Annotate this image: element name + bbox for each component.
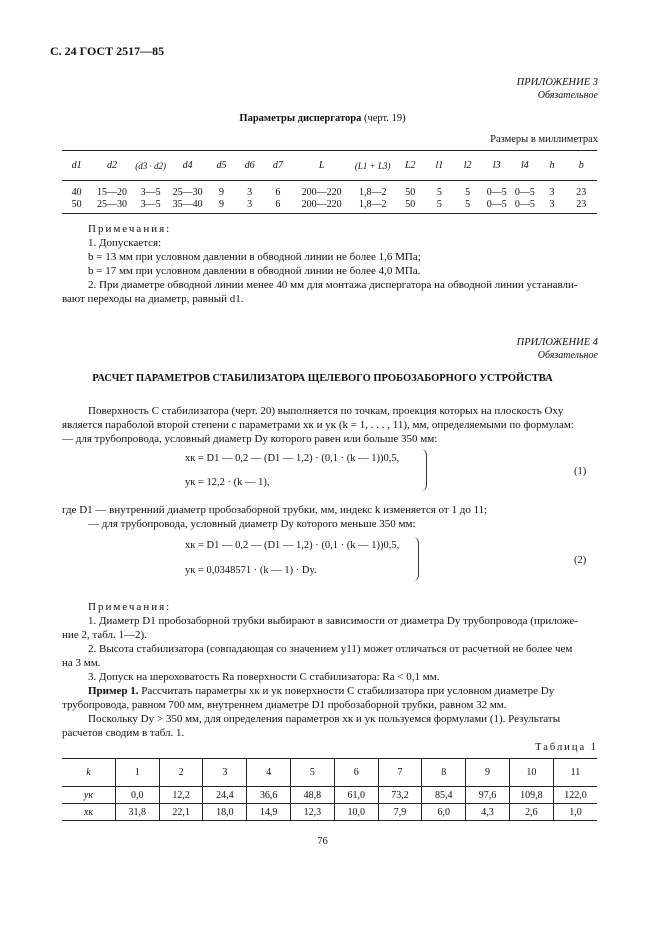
- table-cell: 1,0: [553, 804, 597, 821]
- col-header: l3: [492, 160, 501, 171]
- table-cell: 1,8—2: [358, 198, 387, 210]
- table-cell: 5: [436, 186, 442, 198]
- page-header: С. 24 ГОСТ 2517—85: [50, 44, 165, 58]
- table-bottom-rule: [62, 213, 597, 214]
- table-cell: 5: [436, 198, 442, 210]
- example-line2: трубопровода, равном 700 мм, внутреннем диаметре D1 пробозаборной трубки, равном 32 мм.: [62, 699, 507, 711]
- table-cell: 122,0: [553, 787, 597, 804]
- note-1-line1: 1. Диаметр D1 пробозаборной трубки выбирают в зависимости от диаметра Dy трубопровода (приложе-: [88, 615, 578, 627]
- table-cell: 24,4: [203, 787, 247, 804]
- table-row: [62, 186, 597, 198]
- table-cell: 40: [71, 186, 82, 198]
- table-cell: 3—5: [140, 198, 161, 210]
- table-cell: 14,9: [247, 804, 291, 821]
- since-line2: расчетов сводим в табл. 1.: [62, 727, 185, 739]
- col-header: (L1 + L3): [354, 160, 391, 171]
- row-label: yк: [83, 789, 93, 801]
- table-cell: 1: [115, 759, 159, 787]
- table1-x-row: [62, 804, 597, 821]
- note-1a: b = 13 мм при условном давлении в обводной линии не более 1,6 МПа;: [88, 251, 421, 263]
- col-header: d6: [244, 160, 255, 171]
- para1-line1: Поверхность C стабилизатора (черт. 20) выполняется по точкам, проекция которых на плоскость Oxy: [88, 405, 564, 417]
- table-cell: 3: [203, 759, 247, 787]
- col-header: (d3 · d2): [135, 160, 166, 171]
- formula2-number: (2): [574, 555, 587, 566]
- units-note: Размеры в миллиметрах: [490, 134, 598, 145]
- example-line1: [88, 684, 554, 698]
- table-caption-title: Параметры диспергатора: [239, 113, 362, 124]
- table-cell: 6,0: [422, 804, 466, 821]
- table-cell: 12,2: [159, 787, 203, 804]
- note-1-line2: ние 2, табл. 1—2).: [62, 629, 147, 641]
- table-cell: 6: [334, 759, 378, 787]
- table-cell: 50: [71, 198, 82, 210]
- table-cell: 2: [159, 759, 203, 787]
- table-cell: 11: [553, 759, 597, 787]
- table-cell: 3—5: [140, 186, 161, 198]
- notes-heading: Примечания:: [88, 223, 172, 235]
- table-caption: [0, 113, 645, 124]
- table-cell: 0—5: [486, 186, 507, 198]
- table-cell: 22,1: [159, 804, 203, 821]
- col-header: L: [318, 160, 325, 171]
- formula2-line1: xк = D1 — 0,2 — (D1 — 1,2) · (0,1 · (k — 1))0,5,: [185, 540, 400, 551]
- table-cell: 6: [275, 186, 281, 198]
- col-header: l2: [463, 160, 472, 171]
- table-cell: 50: [405, 198, 416, 210]
- table-cell: 5: [465, 198, 471, 210]
- note-1b: b = 17 мм при условном давлении в обводной линии не более 4,0 МПа.: [88, 265, 421, 277]
- col-header: d4: [182, 160, 193, 171]
- table-cell: 4: [247, 759, 291, 787]
- appendix3-status: Обязательное: [537, 90, 598, 101]
- col-header: d1: [71, 160, 82, 171]
- since-line1: Поскольку Dy > 350 мм, для определения параметров xк и yк пользуемся формулами (1). Результаты: [88, 713, 561, 725]
- para1-line3: — для трубопровода, условный диаметр Dy которого равен или больше 350 мм:: [62, 433, 438, 445]
- table-row: [62, 198, 597, 210]
- appendix3-title: ПРИЛОЖЕНИЕ 3: [516, 77, 598, 88]
- table-cell: 25—30: [97, 198, 128, 210]
- col-header: l1: [435, 160, 444, 171]
- note-2-line2: на 3 мм.: [62, 657, 101, 669]
- row-label: k: [86, 767, 91, 778]
- table-cell: 97,6: [466, 787, 510, 804]
- appendix4-heading: РАСЧЕТ ПАРАМЕТРОВ СТАБИЛИЗАТОРА ЩЕЛЕВОГО ПРОБОЗАБОРНОГО УСТРОЙСТВА: [92, 373, 553, 384]
- col-header: d2: [107, 160, 118, 171]
- table-cell: 3: [247, 198, 253, 210]
- note-1: 1. Допускается:: [88, 237, 162, 249]
- table-cell: 73,2: [378, 787, 422, 804]
- table-cell: 15—20: [97, 186, 128, 198]
- table-cell: 25—30: [172, 186, 203, 198]
- table-cell: 36,6: [247, 787, 291, 804]
- table-cell: 18,0: [203, 804, 247, 821]
- formula2-line2: yк = 0,0348571 · (k — 1) · Dy.: [185, 565, 317, 576]
- table-cell: 3: [549, 198, 555, 210]
- appendix4-status: Обязательное: [537, 350, 598, 361]
- table-cell: 3: [247, 186, 253, 198]
- col-header: d5: [216, 160, 227, 171]
- table1-y-row: [62, 787, 597, 804]
- table-cell: 1,8—2: [358, 186, 387, 198]
- table-cell: 9: [219, 198, 225, 210]
- table-cell: 4,3: [466, 804, 510, 821]
- table-cell: 3: [549, 186, 555, 198]
- table-header-row: [62, 151, 597, 180]
- table1: [62, 758, 597, 821]
- dispergator-table: [62, 151, 597, 210]
- table-cell: 8: [422, 759, 466, 787]
- table-caption-ref: (черт. 19): [363, 113, 406, 124]
- table-cell: 23: [576, 186, 587, 198]
- formula1-line1: xк = D1 — 0,2 — (D1 — 1,2) · (0,1 · (k — 1))0,5,: [185, 453, 400, 464]
- table-cell: 0,0: [115, 787, 159, 804]
- col-header: h: [549, 160, 555, 171]
- formula1-line2: yк = 12,2 · (k — 1),: [185, 477, 270, 488]
- table-cell: 109,8: [509, 787, 553, 804]
- row-label: xк: [83, 806, 93, 818]
- table-cell: 5: [465, 186, 471, 198]
- table-cell: 31,8: [115, 804, 159, 821]
- table-cell: 61,0: [334, 787, 378, 804]
- example-label: Пример 1.: [88, 685, 139, 697]
- table-cell: 2,6: [509, 804, 553, 821]
- table-cell: 9: [466, 759, 510, 787]
- col-header: d7: [272, 160, 283, 171]
- table-cell: 0—5: [514, 198, 535, 210]
- appendix4-notes: [88, 600, 578, 628]
- table-cell: 5: [291, 759, 335, 787]
- table-cell: 35—40: [172, 198, 203, 210]
- table-cell: 200—220: [301, 198, 342, 210]
- where-line: где D1 — внутренний диаметр пробозаборной трубки, мм, индекс k изменяется от 1 до 11;: [62, 504, 488, 516]
- note-2-line2: вают переходы на диаметр, равный d1.: [62, 293, 244, 305]
- table-cell: 7,9: [378, 804, 422, 821]
- table1-k-row: [62, 759, 597, 787]
- table-cell: 0—5: [514, 186, 535, 198]
- table-cell: 10,0: [334, 804, 378, 821]
- table-cell: 23: [576, 198, 587, 210]
- note-3: 3. Допуск на шероховатость Ra поверхности C стабилизатора: Ra < 0,1 мм.: [88, 671, 440, 683]
- table-cell: 50: [405, 186, 416, 198]
- table-cell: 0—5: [486, 198, 507, 210]
- table-cell: 85,4: [422, 787, 466, 804]
- formula1-brace: [416, 449, 427, 491]
- table-cell: 12,3: [291, 804, 335, 821]
- table-cell: 6: [275, 198, 281, 210]
- appendix3-notes: [88, 222, 608, 292]
- table-cell: 48,8: [291, 787, 335, 804]
- table-cell: 9: [219, 186, 225, 198]
- example-text: Рассчитать параметры xк и yк поверхности C стабилизатора при условном диаметре Dy: [141, 685, 555, 697]
- col-header: b: [578, 160, 584, 171]
- appendix4-title: ПРИЛОЖЕНИЕ 4: [516, 337, 598, 348]
- formula1-number: (1): [574, 466, 587, 477]
- note-2-line1: 2. Высота стабилизатора (совпадающая со значением y11) может отличаться от расчетной не более чем: [88, 643, 573, 655]
- col-header: l4: [521, 160, 529, 171]
- para2-line: — для трубопровода, условный диаметр Dy которого меньше 350 мм:: [88, 518, 416, 530]
- table-cell: 200—220: [301, 186, 342, 198]
- table-cell: 7: [378, 759, 422, 787]
- note-2-line1: 2. При диаметре обводной линии менее 40 мм для монтажа диспергатора на обводной линии устанавли-: [88, 279, 578, 291]
- notes-heading: Примечания:: [88, 601, 172, 613]
- table-cell: 10: [509, 759, 553, 787]
- formula2-brace: [408, 537, 419, 581]
- col-header: L2: [404, 160, 416, 171]
- table1-label: Таблица 1: [535, 742, 598, 753]
- page-number: 76: [317, 836, 328, 847]
- para1-line2: является параболой второй степени с параметрами xк и yк (k = 1, . . . , 11), мм, определяемыми по формулам:: [62, 419, 574, 431]
